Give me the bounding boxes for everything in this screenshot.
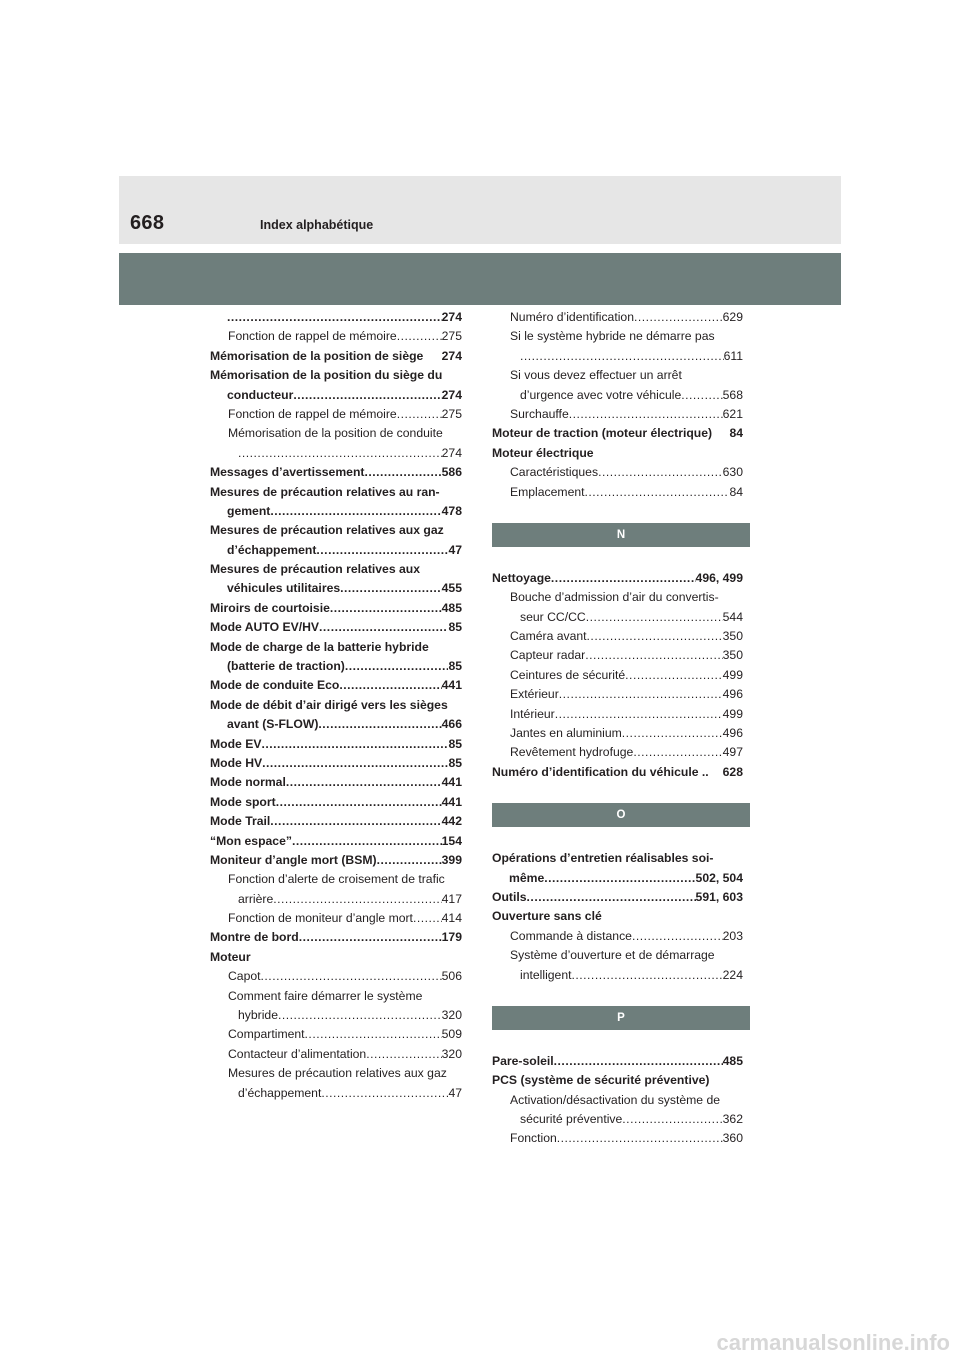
index-entry-label: Mesures de précaution relatives aux gaz xyxy=(210,523,444,538)
index-entry[interactable] xyxy=(492,646,743,665)
index-entry[interactable] xyxy=(492,308,743,327)
index-entry[interactable] xyxy=(210,327,462,346)
index-entry-page: 568 xyxy=(722,387,743,402)
index-entry-label: avant (S-FLOW) xyxy=(227,717,319,732)
index-entry-label: Activation/désactivation du système de xyxy=(510,1092,721,1107)
index-entry[interactable] xyxy=(492,327,743,346)
index-entry[interactable] xyxy=(210,715,462,734)
index-entry[interactable] xyxy=(492,588,743,607)
index-entry-label: Mode AUTO EV/HV xyxy=(210,620,320,635)
index-entry-page: 275 xyxy=(441,406,462,421)
index-entry-label: Fonction xyxy=(510,1131,557,1146)
dot-leader xyxy=(319,618,448,637)
index-entry-label: arrière xyxy=(238,891,274,906)
index-entry[interactable] xyxy=(210,870,462,889)
index-entry[interactable] xyxy=(492,463,743,482)
index-entry-label: gement xyxy=(227,503,271,518)
index-entry-page: 629 xyxy=(722,309,743,324)
index-entry-label: Miroirs de courtoisie xyxy=(210,600,330,615)
index-entry-page: 320 xyxy=(441,1008,462,1023)
dot-leader xyxy=(544,869,695,888)
index-entry-page: 466 xyxy=(441,717,462,732)
index-entry-page: 154 xyxy=(441,833,462,848)
index-entry[interactable] xyxy=(210,463,462,482)
index-entry-page: 586 xyxy=(441,465,462,480)
index-entry[interactable] xyxy=(210,1006,462,1025)
index-entry-label: Numéro d’identification xyxy=(510,309,634,324)
index-entry[interactable] xyxy=(210,560,462,579)
index-entry-label: conducteur xyxy=(227,387,294,402)
dot-leader xyxy=(227,308,442,327)
index-entry-page: 414 xyxy=(441,911,462,926)
index-entry-page: 478 xyxy=(441,503,462,518)
index-entry[interactable] xyxy=(210,890,462,909)
dot-leader xyxy=(299,928,442,947)
index-entry-label: Si vous devez effectuer un arrêt xyxy=(510,368,682,383)
index-entry[interactable] xyxy=(210,599,462,618)
index-entry[interactable] xyxy=(210,1025,462,1044)
index-entry-page: 84 xyxy=(729,426,743,441)
index-entry-label: Bouche d’admission d’air du convertis- xyxy=(510,590,719,605)
index-entry-page: 224 xyxy=(722,967,743,982)
index-column-left xyxy=(210,308,462,1103)
index-entry-page: 509 xyxy=(441,1027,462,1042)
index-entry[interactable] xyxy=(210,424,462,443)
index-entry[interactable] xyxy=(492,705,743,724)
index-entry[interactable] xyxy=(492,743,743,762)
index-entry[interactable] xyxy=(210,483,462,502)
index-entry-label: Mémorisation de la position de siège xyxy=(210,348,424,363)
index-entry-page: 362 xyxy=(722,1112,743,1127)
index-entry[interactable] xyxy=(210,502,462,521)
index-entry-label: Jantes en aluminium xyxy=(510,726,622,741)
index-entry-label: Mémorisation de la position de conduite xyxy=(228,426,443,441)
dot-leader xyxy=(681,386,722,405)
dot-leader xyxy=(397,327,442,346)
index-entry[interactable] xyxy=(210,347,462,366)
index-entry-label: Opérations d’entretien réalisables soi- xyxy=(492,851,714,866)
index-entry-page: 350 xyxy=(722,629,743,644)
dot-leader xyxy=(633,743,722,762)
index-entry[interactable] xyxy=(492,444,743,463)
dot-leader xyxy=(586,608,723,627)
index-entry[interactable] xyxy=(492,366,743,385)
index-entry-label: Mode HV xyxy=(210,755,263,770)
index-entry-page: 485 xyxy=(722,1053,743,1068)
index-entry-label: Commande à distance xyxy=(510,928,632,943)
index-entry[interactable] xyxy=(210,618,462,637)
index-entry[interactable] xyxy=(492,907,743,926)
dot-leader xyxy=(339,676,441,695)
index-entry[interactable] xyxy=(492,1110,743,1129)
dot-leader xyxy=(261,735,448,754)
index-entry[interactable] xyxy=(492,888,743,907)
index-entry[interactable] xyxy=(210,541,462,560)
index-entry-label: Mesures de précaution relatives au ran- xyxy=(210,484,440,499)
index-entry-page: 441 xyxy=(441,678,462,693)
index-entry[interactable] xyxy=(492,685,743,704)
index-entry[interactable] xyxy=(210,386,462,405)
index-entry-label: Capot xyxy=(228,969,261,984)
dot-leader xyxy=(572,966,723,985)
index-entry-page: 85 xyxy=(448,620,462,635)
index-entry-page: 399 xyxy=(441,852,462,867)
footer xyxy=(0,1328,960,1358)
index-entry-page: 84 xyxy=(729,484,743,499)
index-entry-page: 274 xyxy=(441,309,462,324)
index-entry-page: 203 xyxy=(722,928,743,943)
dot-leader xyxy=(559,685,723,704)
index-entry-label: seur CC/CC xyxy=(520,609,586,624)
index-entry-label: Mémorisation de la position du siège du xyxy=(210,368,443,383)
index-entry-label: Fonction de rappel de mémoire xyxy=(228,329,397,344)
dot-leader xyxy=(340,579,442,598)
dot-leader xyxy=(273,890,441,909)
index-entry-label: Capteur radar xyxy=(510,648,586,663)
section-band xyxy=(119,253,841,305)
dot-leader xyxy=(292,832,442,851)
index-entry[interactable] xyxy=(210,405,462,424)
letter-section-header: O xyxy=(492,803,750,827)
index-entry-page: 496 xyxy=(722,687,743,702)
dot-leader xyxy=(634,308,723,327)
index-entry[interactable] xyxy=(210,929,462,948)
index-entry[interactable] xyxy=(210,987,462,1006)
header-band xyxy=(119,176,841,244)
index-entry-label: Emplacement xyxy=(510,484,585,499)
letter-section-header: N xyxy=(492,523,750,547)
index-entry-label: hybride xyxy=(238,1008,278,1023)
index-entry-page: 417 xyxy=(441,891,462,906)
index-entry-label: Moteur xyxy=(210,949,251,964)
dot-leader xyxy=(345,657,449,676)
index-entry[interactable] xyxy=(210,851,462,870)
index-entry[interactable] xyxy=(210,735,462,754)
index-entry-label: Mesures de précaution relatives aux gaz xyxy=(228,1066,447,1081)
index-entry[interactable] xyxy=(210,1045,462,1064)
index-entry[interactable] xyxy=(492,483,743,502)
index-entry[interactable] xyxy=(210,754,462,773)
index-entry-page: 499 xyxy=(722,667,743,682)
index-entry-page: 320 xyxy=(441,1046,462,1061)
index-entry-page: 544 xyxy=(722,609,743,624)
index-entry[interactable] xyxy=(210,793,462,812)
dot-leader xyxy=(318,715,441,734)
index-entry-label: Si le système hybride ne démarre pas xyxy=(510,329,715,344)
index-entry-page: 628 xyxy=(722,764,743,779)
letter-section-header: P xyxy=(492,1006,750,1030)
index-entry-label: même xyxy=(509,870,545,885)
index-entry-page: 274 xyxy=(441,348,462,363)
dot-leader xyxy=(585,646,722,665)
index-entry[interactable] xyxy=(210,308,462,327)
index-entry-label: Moniteur d’angle mort (BSM) xyxy=(210,852,377,867)
index-entry-label: Mode de conduite Eco xyxy=(210,678,340,693)
index-entry-label: Nettoyage xyxy=(492,570,551,585)
index-entry[interactable] xyxy=(492,1130,743,1149)
index-entry-page: 506 xyxy=(441,969,462,984)
dot-leader xyxy=(520,347,724,366)
dot-leader xyxy=(316,541,448,560)
index-entry-label: Pare-soleil xyxy=(492,1053,554,1068)
index-entry[interactable] xyxy=(492,1091,743,1110)
index-entry-label: intelligent xyxy=(520,967,572,982)
index-entry[interactable] xyxy=(210,444,462,463)
index-entry-page: 275 xyxy=(441,329,462,344)
index-entry[interactable] xyxy=(492,386,743,405)
index-entry-label: Intérieur xyxy=(510,706,555,721)
index-entry[interactable] xyxy=(492,569,743,588)
index-entry[interactable] xyxy=(210,696,462,715)
index-entry[interactable] xyxy=(492,405,743,424)
index-entry[interactable] xyxy=(210,909,462,928)
index-entry[interactable] xyxy=(492,946,743,965)
index-entry[interactable] xyxy=(210,579,462,598)
index-entry-page: 441 xyxy=(441,775,462,790)
index-entry-page: 497 xyxy=(722,745,743,760)
dot-leader xyxy=(305,1025,442,1044)
index-entry-page: 179 xyxy=(441,930,462,945)
index-entry[interactable] xyxy=(492,927,743,946)
dot-leader xyxy=(364,463,441,482)
index-entry-page: 442 xyxy=(441,814,462,829)
index-entry-label: Ceintures de sécurité xyxy=(510,667,626,682)
dot-leader xyxy=(622,724,723,743)
dot-leader xyxy=(632,927,723,946)
dot-leader xyxy=(598,463,723,482)
dot-leader xyxy=(551,569,696,588)
index-entry[interactable] xyxy=(210,948,462,967)
index-entry-label: Mode de charge de la batterie hybride xyxy=(210,639,429,654)
index-column-right xyxy=(492,308,743,1149)
dot-leader xyxy=(270,812,441,831)
index-entry-label: Moteur électrique xyxy=(492,445,594,460)
index-entry-label: Système d’ouverture et de démarrage xyxy=(510,948,715,963)
dot-leader xyxy=(555,705,723,724)
dot-leader xyxy=(276,793,442,812)
index-entry-label: Outils xyxy=(492,889,527,904)
index-entry-label: “Mon espace” xyxy=(210,833,292,848)
dot-leader xyxy=(569,405,723,424)
dot-leader xyxy=(585,483,730,502)
index-entry-label: d’échappement xyxy=(238,1085,322,1100)
index-entry-page: 611 xyxy=(723,348,743,363)
index-entry-label: d’urgence avec votre véhicule xyxy=(520,387,682,402)
index-entry-label: Revêtement hydrofuge xyxy=(510,745,634,760)
index-entry-label: Mesures de précaution relatives aux xyxy=(210,562,420,577)
index-entry-label: Contacteur d’alimentation xyxy=(228,1046,367,1061)
dot-leader xyxy=(238,444,442,463)
index-entry[interactable] xyxy=(492,724,743,743)
dot-leader xyxy=(377,851,442,870)
index-entry-label: Mode EV xyxy=(210,736,262,751)
page-title: Index alphabétique xyxy=(260,218,374,232)
dot-leader xyxy=(366,1045,441,1064)
index-entry[interactable] xyxy=(492,627,743,646)
index-entry[interactable] xyxy=(492,1071,743,1090)
dot-leader xyxy=(397,405,442,424)
index-entry-label: Fonction de moniteur d’angle mort xyxy=(228,911,413,926)
dot-leader xyxy=(527,888,696,907)
index-entry-label: Messages d’avertissement xyxy=(210,465,365,480)
index-entry-page: 496 xyxy=(722,726,743,741)
index-entry[interactable] xyxy=(210,676,462,695)
index-entry-page: 274 xyxy=(441,387,462,402)
index-entry[interactable] xyxy=(210,832,462,851)
index-entry-page: 499 xyxy=(722,706,743,721)
index-entry-page: 360 xyxy=(722,1131,743,1146)
index-entry[interactable] xyxy=(210,521,462,540)
index-entry-label: Mode de débit d’air dirigé vers les sièges xyxy=(210,697,448,712)
index-entry-label: Mode Trail xyxy=(210,814,271,829)
watermark: carmanualsonline.info xyxy=(716,1330,950,1355)
index-entry-page: 621 xyxy=(722,406,743,421)
index-entry-page: 85 xyxy=(448,736,462,751)
index-entry-page: 274 xyxy=(441,445,462,460)
index-entry-label: Montre de bord xyxy=(210,930,299,945)
index-entry-page: 350 xyxy=(722,648,743,663)
index-entry[interactable] xyxy=(492,966,743,985)
index-entry-page: 502, 504 xyxy=(695,870,743,885)
index-entry-page: 485 xyxy=(441,600,462,615)
index-entry[interactable] xyxy=(492,347,743,366)
index-entry-label: Moteur de traction (moteur électrique) xyxy=(492,426,713,441)
index-entry-page: 630 xyxy=(722,465,743,480)
index-entry-label: Extérieur xyxy=(510,687,559,702)
index-entry[interactable] xyxy=(210,638,462,657)
dot-leader xyxy=(321,1084,448,1103)
index-entry[interactable] xyxy=(210,366,462,385)
index-entry[interactable] xyxy=(492,424,743,443)
index-entry-page: 455 xyxy=(441,581,462,596)
index-entry-label: Mode sport xyxy=(210,794,276,809)
index-entry-label: Surchauffe xyxy=(510,406,569,421)
index-entry-label: Comment faire démarrer le système xyxy=(228,988,423,1003)
dot-leader xyxy=(587,627,723,646)
index-entry-label: Fonction de rappel de mémoire xyxy=(228,406,397,421)
index-entry-label: Ouverture sans clé xyxy=(492,909,602,924)
index-entry-label: véhicules utilitaires xyxy=(227,581,341,596)
index-entry-label: (batterie de traction) xyxy=(227,659,345,674)
dot-leader xyxy=(330,599,442,618)
index-entry[interactable] xyxy=(210,1064,462,1083)
dot-leader xyxy=(293,386,441,405)
index-entry-page: 591, 603 xyxy=(695,889,743,904)
index-entry[interactable] xyxy=(210,657,462,676)
index-entry-label: Compartiment xyxy=(228,1027,305,1042)
page-number: 668 xyxy=(130,212,165,234)
index-entry[interactable] xyxy=(492,666,743,685)
index-entry[interactable] xyxy=(492,1052,743,1071)
index-entry[interactable] xyxy=(492,869,743,888)
index-entry-page: 47 xyxy=(448,542,462,557)
index-entry-label: Numéro d’identification du véhicule .. xyxy=(492,764,709,779)
dot-leader xyxy=(557,1129,723,1148)
dot-leader xyxy=(625,666,722,685)
index-entry-label: Caméra avant xyxy=(510,629,587,644)
index-entry[interactable] xyxy=(492,763,743,782)
dot-leader xyxy=(622,1110,722,1129)
index-entry[interactable] xyxy=(492,608,743,627)
index-entry-label: Mode normal xyxy=(210,775,286,790)
index-entry[interactable] xyxy=(492,849,743,868)
index-entry-label: Caractéristiques xyxy=(510,465,599,480)
dot-leader xyxy=(261,967,442,986)
index-entry-label: d’échappement xyxy=(227,542,317,557)
index-entry-page: 85 xyxy=(448,659,462,674)
index-entry-page: 496, 499 xyxy=(695,570,743,585)
index-entry[interactable] xyxy=(210,773,462,792)
index-entry[interactable] xyxy=(210,967,462,986)
dot-leader xyxy=(413,909,442,928)
index-entry[interactable] xyxy=(210,1084,462,1103)
dot-leader xyxy=(286,773,442,792)
index-entry-page: 85 xyxy=(448,755,462,770)
index-entry[interactable] xyxy=(210,812,462,831)
dot-leader xyxy=(270,502,441,521)
index-entry-page: 441 xyxy=(441,794,462,809)
index-entry-page: 47 xyxy=(448,1085,462,1100)
dot-leader xyxy=(278,1006,442,1025)
index-entry-label: sécurité préventive xyxy=(520,1112,623,1127)
dot-leader xyxy=(262,754,448,773)
index-entry-label: Fonction d’alerte de croisement de trafic xyxy=(228,872,445,887)
dot-leader xyxy=(554,1052,723,1071)
index-entry-label: PCS (système de sécurité préventive) xyxy=(492,1073,710,1088)
